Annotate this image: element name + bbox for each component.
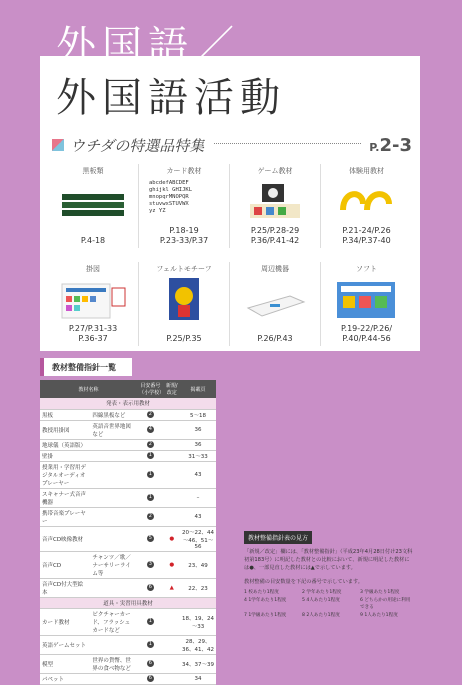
product-experience[interactable]: 体験用教材 P.21-24/P.26 P.34/P.37-40	[321, 164, 412, 248]
legend-item: 8 2人あたり1程度	[302, 613, 340, 618]
wallchart-image	[58, 278, 128, 322]
legend-item: 6 どちらかの用途に利用できる	[360, 598, 411, 610]
item-new	[164, 673, 180, 684]
table-row	[40, 551, 216, 578]
band-label: 発表・表示用教材	[40, 398, 216, 409]
title-line-2: 外国語活動	[56, 75, 286, 121]
product-game[interactable]: ゲーム教材 P.25/P.28-29 P.36/P.41-42	[230, 164, 321, 248]
legend	[244, 525, 414, 619]
item-page: 23、49	[180, 551, 216, 578]
item-name: カード教材	[40, 608, 90, 635]
section-title: ウチダの特選品特集	[70, 136, 205, 155]
product-blackboard[interactable]: 黒板類 P.4-18	[48, 164, 139, 248]
item-page: –	[180, 488, 216, 507]
number-badge: 1	[148, 641, 152, 647]
item-page: 5～18	[180, 409, 216, 420]
product-grid	[48, 164, 412, 346]
legend-item: 5 4人あたり1程度	[302, 598, 340, 603]
item-new	[164, 654, 180, 673]
felt-motif-image	[149, 278, 219, 322]
product-felt[interactable]: フェルトモチーフ P.25/P.35	[139, 262, 230, 346]
item-number	[137, 551, 164, 578]
item-name: 地球儀（英語版）	[40, 439, 90, 450]
product-card[interactable]: カード教材 abcdefABCDEF ghijkl GHIJKL mnopqrMNOPQR stuvwxSTUVWX yz YZ P.18-19 P.23-33/P.37	[139, 164, 230, 248]
table-row	[40, 439, 216, 450]
item-page: 22、23	[180, 578, 216, 597]
item-new: ▲	[164, 578, 180, 597]
item-number	[137, 507, 164, 526]
item-number	[137, 673, 164, 684]
number-badge: 1	[148, 494, 152, 500]
item-number	[137, 654, 164, 673]
item-name: 英語ゲームセット	[40, 635, 90, 654]
band-label: 道具・実習用具教材	[40, 597, 216, 608]
item-page: 34	[180, 673, 216, 684]
item-example	[90, 461, 137, 488]
number-badge: 2	[148, 441, 152, 447]
item-page: 34、37～39	[180, 654, 216, 673]
item-number	[137, 461, 164, 488]
item-example	[90, 673, 137, 684]
section-page: P.2-3	[369, 134, 412, 156]
item-name: 模型	[40, 654, 90, 673]
number-badge: 2	[148, 411, 152, 417]
item-new	[164, 439, 180, 450]
legend-item: 3 学級あたり1程度	[360, 590, 400, 595]
device-image	[240, 278, 310, 322]
number-badge: 2	[148, 513, 152, 519]
equipment-table	[40, 380, 216, 685]
legend-item: 1 校あたり1程度	[244, 590, 279, 595]
item-page: 36	[180, 439, 216, 450]
number-badge: 6	[148, 675, 152, 681]
col-new: 新規/ 改定	[164, 380, 180, 398]
item-name: 音声CD映像教材	[40, 526, 90, 551]
legend-items	[244, 589, 414, 619]
item-example: 英語音世界地図など	[90, 420, 137, 439]
legend-item: 9 1人あたり1程度	[360, 613, 398, 618]
item-new	[164, 608, 180, 635]
product-software[interactable]: ソフト P.19-22/P.26/ P.40/P.44-56	[321, 262, 412, 346]
item-example: チャンツ／歌／ナーサリーライム等	[90, 551, 137, 578]
legend-text: 「新規／改定」欄には、「教材整備指針」（平成23年4月28日付け23文科初第183号）に明記した教材との比較において、新規に明記した教材には●、一部見直した教材には▲で示しています。	[244, 549, 413, 571]
table-heading: 教材整備指針一覧	[40, 358, 132, 376]
table-row	[40, 608, 216, 635]
item-example	[90, 635, 137, 654]
number-badge: 4	[148, 426, 152, 432]
item-number	[137, 578, 164, 597]
item-page: 18、19、24～33	[180, 608, 216, 635]
item-example	[90, 526, 137, 551]
item-new	[164, 450, 180, 461]
legend-item: 2 学年あたり1程度	[302, 590, 342, 595]
leader-dots	[214, 143, 361, 144]
item-name: 音声CD付大型絵本	[40, 578, 90, 597]
item-page: 36	[180, 420, 216, 439]
table-row	[40, 420, 216, 439]
item-new	[164, 420, 180, 439]
item-example	[90, 507, 137, 526]
table-band	[40, 597, 216, 608]
item-page: 20～22、44～46、51～56	[180, 526, 216, 551]
table-row	[40, 673, 216, 684]
item-name: スキャナー式音声機器	[40, 488, 90, 507]
item-number	[137, 439, 164, 450]
item-example	[90, 488, 137, 507]
col-page: 掲載頁	[180, 380, 216, 398]
number-badge: 1	[148, 452, 152, 458]
number-badge: 6	[148, 584, 152, 590]
item-name: 壁掛	[40, 450, 90, 461]
item-name: 授業用・学習用デジタルオーディオプレーヤー	[40, 461, 90, 488]
item-new	[164, 461, 180, 488]
item-number	[137, 409, 164, 420]
number-badge: 3	[148, 561, 152, 567]
table-row	[40, 488, 216, 507]
item-new	[164, 409, 180, 420]
item-page: 43	[180, 461, 216, 488]
table-row	[40, 450, 216, 461]
title-line-1: 外国語／	[56, 23, 240, 69]
software-image	[331, 278, 401, 322]
blackboard-image	[58, 180, 128, 224]
table-band	[40, 398, 216, 409]
item-number	[137, 635, 164, 654]
item-new	[164, 488, 180, 507]
item-name: 黒板	[40, 409, 90, 420]
item-number	[137, 526, 164, 551]
legend-title: 教材整備指針表の見方	[244, 531, 312, 544]
product-peripheral[interactable]: 周辺機器 P.26/P.43	[230, 262, 321, 346]
letter-cards-image: abcdefABCDEF ghijkl GHIJKL mnopqrMNOPQR stuvwxSTUVWX yz YZ	[149, 180, 193, 214]
product-wallchart[interactable]: 掛図 P.27/P.31-33 P.36-37	[48, 262, 139, 346]
item-new	[164, 507, 180, 526]
item-example: ピクチャーカード、フラッシュカードなど	[90, 608, 137, 635]
item-example	[90, 578, 137, 597]
item-number	[137, 420, 164, 439]
item-example	[90, 450, 137, 461]
table-row	[40, 578, 216, 597]
item-number	[137, 488, 164, 507]
section-header	[52, 132, 412, 158]
table-row	[40, 526, 216, 551]
number-badge: 1	[148, 618, 152, 624]
item-new: ●	[164, 526, 180, 551]
legend-item: 7 1学級あたり1程度	[244, 613, 287, 618]
item-name: 教授用掛図	[40, 420, 90, 439]
legend-subtitle: 教材整備の目安数量を下記の番号で示しています。	[244, 579, 363, 585]
number-badge: 5	[148, 535, 152, 541]
item-page: 43	[180, 507, 216, 526]
experience-tool-image	[331, 180, 401, 224]
table-row	[40, 507, 216, 526]
number-badge: 1	[148, 471, 152, 477]
table-row	[40, 409, 216, 420]
table-row	[40, 654, 216, 673]
item-name: パペット	[40, 673, 90, 684]
item-number	[137, 608, 164, 635]
number-badge: 6	[148, 660, 152, 666]
item-example: 世界の貨幣、世界の食べ物など	[90, 654, 137, 673]
item-number	[137, 450, 164, 461]
section-icon	[52, 139, 64, 151]
legend-item: 4 1学年あたり1程度	[244, 598, 287, 603]
item-example	[90, 439, 137, 450]
col-name: 教材名称	[40, 380, 137, 398]
item-name: 携帯音楽プレーヤー	[40, 507, 90, 526]
table-row	[40, 461, 216, 488]
item-page: 31～33	[180, 450, 216, 461]
item-page: 28、29、36、41、42	[180, 635, 216, 654]
game-set-image	[240, 180, 310, 224]
item-example: 四線黒板など	[90, 409, 137, 420]
item-name: 音声CD	[40, 551, 90, 578]
col-number: 目安番号 （小学校）	[137, 380, 164, 398]
table-row	[40, 635, 216, 654]
item-new: ●	[164, 551, 180, 578]
item-new	[164, 635, 180, 654]
